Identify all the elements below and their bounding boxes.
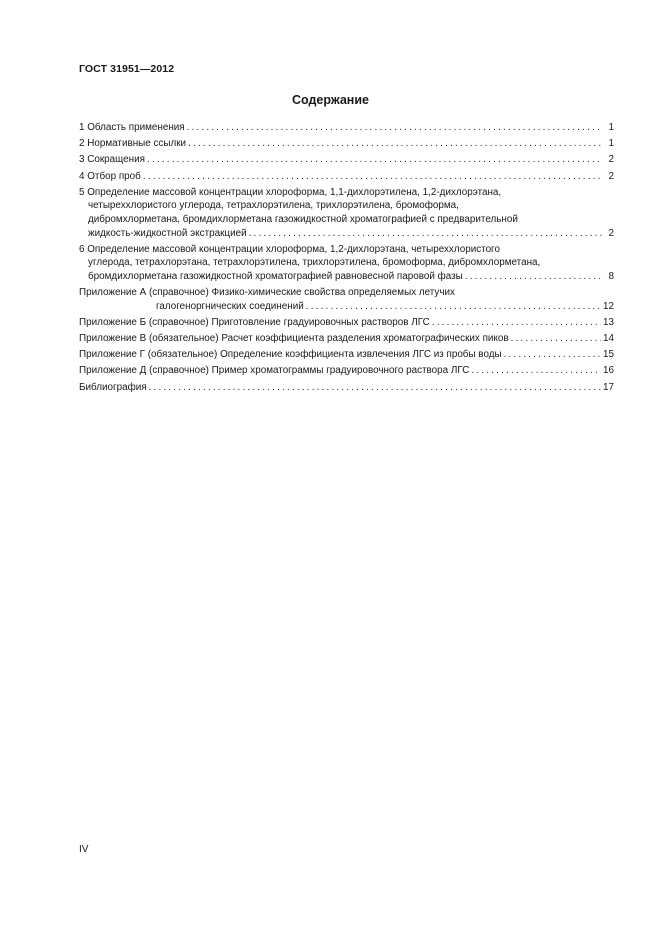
toc-entry-text: Приложение А (справочное) Физико-химические свойства определяемых летучих [79,287,455,299]
toc-page-number: 16 [603,365,614,377]
toc-entry-last-line [79,170,614,184]
toc-entry-text: Приложение Д (справочное) Пример хроматограммы градуировочного раствора ЛГС [79,365,470,377]
toc-entry-last-line [79,270,614,284]
toc-entry-last-line [79,121,614,135]
toc-entry-text: углерода, тетрахлорэтана, тетрахлорэтилена, трихлорэтилена, бромоформа, дибромхлорметана, [88,257,541,269]
toc-entry-last-line [79,137,614,151]
toc-entry-text: Приложение Г (обязательное) Определение коэффициента извлечения ЛГС из пробы воды [79,349,502,361]
dot-leader [188,137,602,151]
toc-entry[interactable] [79,137,614,151]
toc-entry-last-line [79,316,614,330]
toc-entry-last-line [79,300,614,314]
document-code: ГОСТ 31951—2012 [79,63,175,75]
toc-entry-text: 1 Область применения [79,122,185,133]
toc-entry-last-line [79,153,614,167]
toc-page-number: 12 [603,300,614,312]
toc-entry-text: Библиография [79,381,147,393]
toc-page-number: 2 [608,154,614,166]
table-of-contents [79,121,614,397]
toc-entry-text: Приложение В (обязательное) Расчет коэффициента разделения хроматографических пиков [79,333,509,345]
toc-page-number: 2 [608,227,614,239]
toc-page-number: 2 [608,170,614,182]
toc-page-number: 13 [603,316,614,328]
toc-entry[interactable] [79,348,614,362]
toc-entry[interactable] [79,316,614,330]
dot-leader [504,348,601,362]
toc-entry[interactable] [79,286,614,313]
toc-entry-last-line [79,381,614,395]
toc-entry-text: 2 Нормативные ссылки [79,138,187,150]
toc-entry[interactable] [79,153,614,167]
toc-entry[interactable] [79,243,614,284]
toc-entry-text: 3 Сокращения [79,154,145,166]
dot-leader [465,270,602,284]
dot-leader [306,300,601,314]
toc-page-number: 1 [608,122,614,133]
toc-entry[interactable] [79,170,614,184]
toc-entry-text: 6 Определение массовой концентрации хлороформа, 1,2-дихлорэтана, четыреххлористого [79,243,500,255]
dot-leader [249,227,602,241]
toc-page-number: 15 [603,349,614,361]
toc-entry[interactable] [79,186,614,240]
toc-page-number: 14 [603,333,614,345]
dot-leader [149,381,601,395]
toc-entry-text: жидкость-жидкостной экстракцией [88,227,247,239]
toc-entry-last-line [79,348,614,362]
toc-entry-text: Приложение Б (справочное) Приготовление градуировочных растворов ЛГС [79,316,430,328]
toc-title: Содержание [291,93,369,107]
toc-entry[interactable] [79,332,614,346]
page-number: IV [79,844,89,855]
dot-leader [511,332,601,346]
toc-page-number: 8 [608,270,614,282]
dot-leader [187,121,602,135]
toc-entry[interactable] [79,381,614,395]
toc-entry-last-line [79,227,614,241]
toc-entry-text: бромдихлорметана газожидкостной хроматографией равновесной паровой фазы [88,270,463,282]
toc-entry-last-line [79,332,614,346]
toc-entry-text: галогеноргнических соединений [156,300,304,312]
toc-entry-text: дибромхлорметана, бромдихлорметана газожидкостной хроматографией с предварительной [88,213,518,225]
toc-entry-text: четыреххлористого углерода, тетрахлорэтилена, трихлорэтилена, бромоформа, [88,200,459,212]
toc-page-number: 1 [608,138,614,150]
toc-entry-last-line [79,364,614,378]
toc-page-number: 17 [603,381,614,393]
dot-leader [147,153,602,167]
toc-entry[interactable] [79,364,614,378]
dot-leader [143,170,602,184]
dot-leader [471,364,601,378]
toc-entry[interactable] [79,121,614,135]
toc-entry-text: 4 Отбор проб [79,170,141,182]
dot-leader [432,316,601,330]
toc-entry-text: 5 Определение массовой концентрации хлороформа, 1,1-дихлорэтилена, 1,2-дихлорэтана, [79,186,502,198]
